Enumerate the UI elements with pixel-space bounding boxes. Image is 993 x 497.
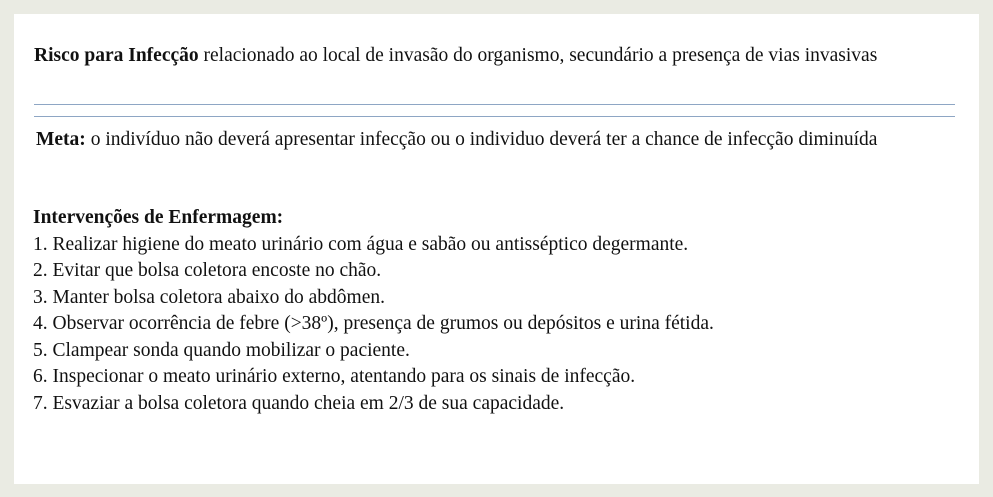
interventions-list <box>33 232 963 418</box>
risk-text: relacionado ao local de invasão do organismo, secundário a presença de vias invasivas <box>198 45 878 66</box>
intervention-item: 5. Clampear sonda quando mobilizar o paciente. <box>33 339 410 361</box>
risk-title: Risco para Infecção <box>34 45 199 66</box>
interventions-section <box>33 205 963 417</box>
divider-bottom <box>34 116 955 117</box>
goal-section <box>36 125 966 154</box>
intervention-item: 2. Evitar que bolsa coletora encoste no chão. <box>33 260 382 281</box>
interventions-title: Intervenções de Enfermagem: <box>33 207 284 228</box>
intervention-item: 3. Manter bolsa coletora abaixo do abdômen. <box>33 286 385 308</box>
intervention-item: 1. Realizar higiene do meato urinário com água e sabão ou antisséptico degermante. <box>33 233 689 255</box>
risk-section <box>34 43 964 69</box>
goal-text: o indivíduo não deverá apresentar infecção ou o individuo deverá ter a chance de infecção diminuída <box>85 129 878 150</box>
intervention-item: 6. Inspecionar o meato urinário externo, atentando para os sinais de infecção. <box>33 366 636 387</box>
care-plan-card <box>14 14 979 484</box>
intervention-item: 4. Observar ocorrência de febre (>38º), presença de grumos ou depósitos e urina fétida. <box>33 313 714 334</box>
goal-title: Meta: <box>36 129 86 150</box>
intervention-item: 7. Esvaziar a bolsa coletora quando cheia em 2/3 de sua capacidade. <box>33 392 565 414</box>
divider-top <box>34 104 955 105</box>
